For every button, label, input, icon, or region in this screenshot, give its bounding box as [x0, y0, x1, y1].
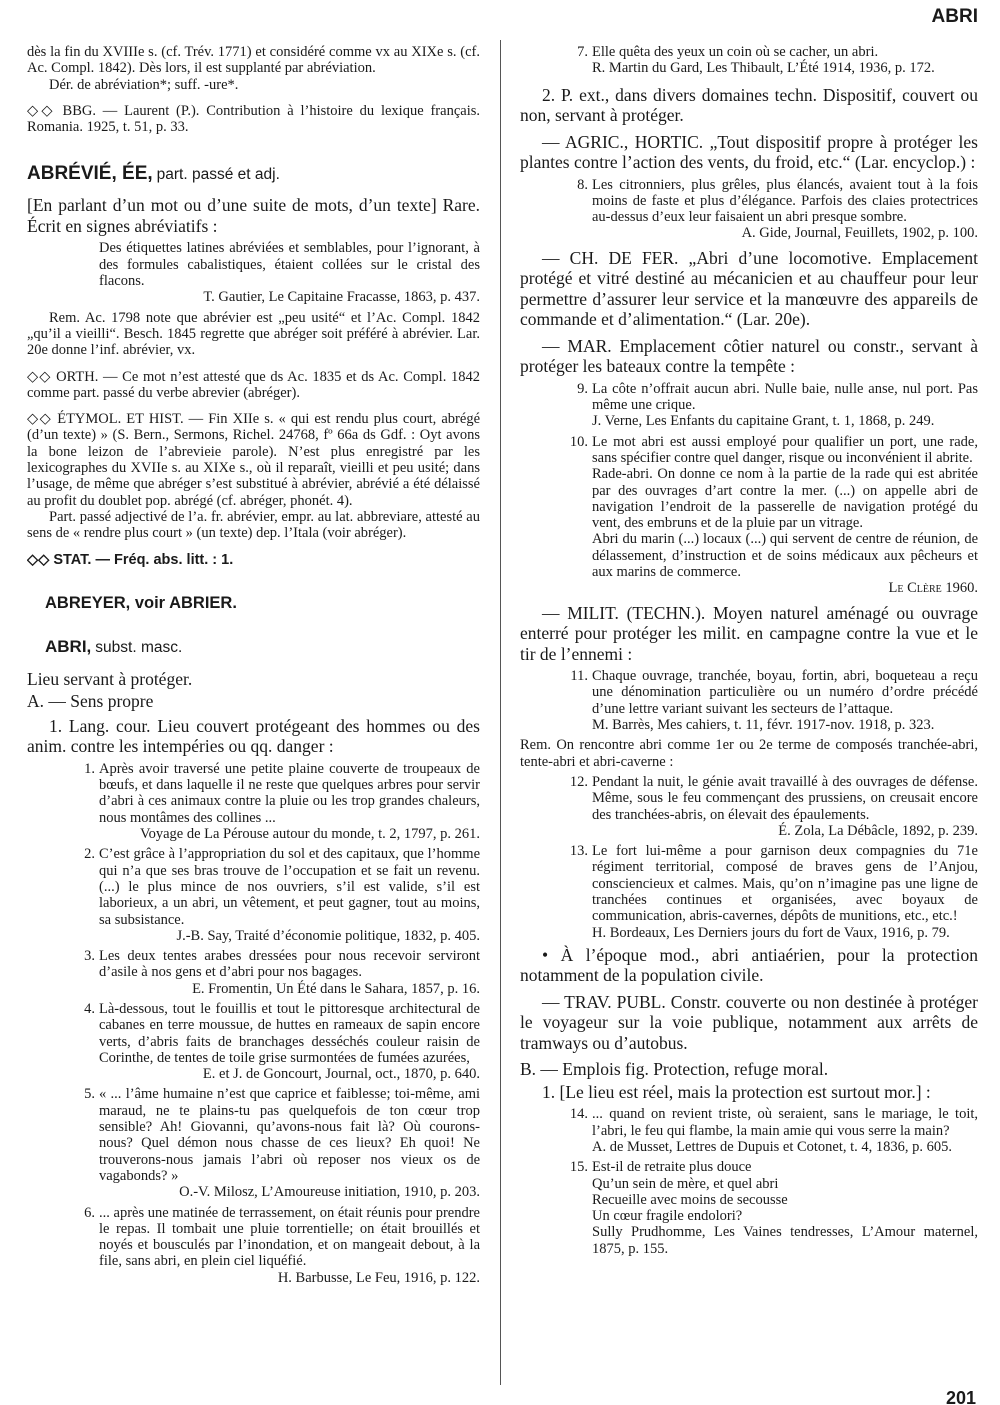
- quote-11: [570, 668, 978, 734]
- abri-section-a: A. — Sens propre: [27, 691, 154, 712]
- quote-12: [569, 773, 978, 839]
- column-rule: [500, 40, 501, 1385]
- headword-abri: ABRI,: [45, 636, 92, 656]
- quote-number: 4.: [84, 1000, 95, 1017]
- headword-abrevie: ABRÉVIÉ, ÉE,: [27, 163, 153, 185]
- quote-2: [84, 846, 480, 944]
- quote-14-source: A. de Musset, Lettres de Dupuis et Cotonet, t. 4, 1836, p. 605.: [592, 1138, 953, 1155]
- left-quotes: [27, 761, 480, 1286]
- quote-15-line: Recueille avec moins de secousse: [592, 1191, 788, 1208]
- quote-number: 8.: [577, 176, 588, 193]
- abrevie-rem: Rem. Ac. 1798 note que abrévier est „peu usité“ et l’Ac. Compl. 1842 „qu’il a vieilli“. Besch. 1845 regrette que abréger soit préféré à abrévier. Lar. 20e donne l’inf. abrévier, vx.: [27, 309, 480, 359]
- quote-source: E. et J. de Goncourt, Journal, oct., 1870, p. 640.: [202, 1066, 480, 1083]
- abrevie-etymology-2: Part. passé adjectivé de l’a. fr. abrévier, empr. au lat. abbreviare, attesté au sens de « rendre plus court » (un texte) dep. l’Itala (voir abréger).: [27, 508, 480, 542]
- abrevie-etymology: ◇◇ ÉTYMOL. ET HIST. — Fin XIIe s. « qui est rendu plus court, abrégé (d’un texte) » (S. Bern., Sermons, Richel. 24768, fº 66a ds Gdf. : Oyt avons la bone leizon de l’abrevieie parole). N’est plus enregistré par les lexicographes du XVIIe s. au XIXe s., où il reparaît, vieilli et peu usité; dans l’usage, de même que abréger s’est substitué à abrévier, abrévié a été délaissé au profit du doublet pop. abrégé (cf. abréger, phonét. 4).: [27, 411, 480, 509]
- left-p1: dès la fin du XVIIIe s. (cf. Trév. 1771) et considéré comme vx au XIXe s. (cf. Ac. Compl. 1842). Dès lors, il est supplanté par abréviation.: [27, 44, 480, 77]
- quote-9-text: La côte n’offrait aucun abri. Nulle baie, nulle anse, nul port. Pas même une crique.: [592, 380, 978, 414]
- quote-abrevie-text: Des étiquettes latines abréviées et semblables, pour l’ignorant, à des formules cabalistiques, étaient collées sur le cristal des flacons.: [99, 240, 480, 290]
- entry-abreyer: ABREYER, voir ABRIER.: [45, 593, 237, 612]
- abri-section-b: B. — Emplois fig. Protection, refuge moral.: [520, 1059, 829, 1080]
- quote-source: H. Barbusse, Le Feu, 1916, p. 122.: [277, 1269, 480, 1286]
- quote-13-source: H. Bordeaux, Les Derniers jours du fort de Vaux, 1916, p. 79.: [592, 924, 950, 941]
- quote-source: J.-B. Say, Traité d’économie politique, 1832, p. 405.: [176, 927, 480, 944]
- quote-15-line: Qu’un sein de mère, et quel abri: [592, 1175, 779, 1192]
- quote-number: 2.: [84, 846, 95, 863]
- quote-8-text: Les citronniers, plus grêles, plus élancés, avaient tout à la fois moins de faste et plus d’élégance. Parfois des claies protectrices au-dessus d’eux leur faisaient un abri presque sombre.: [592, 176, 978, 226]
- quote-text: Les deux tentes arabes dressées pour nous recevoir serviront d’asile à nos gens et d’abri pour nos bagages.: [99, 948, 480, 981]
- quote-8: [577, 176, 978, 242]
- abri-sense-1: 1. Lang. cour. Lieu couvert protégeant des hommes ou des anim. contre les intempéries ou qq. danger :: [27, 715, 480, 757]
- quote-5: [84, 1086, 480, 1201]
- quote-12-source: É. Zola, La Débâcle, 1892, p. 239.: [778, 822, 978, 839]
- quote-source: O.-V. Milosz, L’Amoureuse initiation, 1910, p. 203.: [179, 1184, 480, 1201]
- quote-4: [84, 1000, 480, 1083]
- abri-definition: Lieu servant à protéger.: [27, 668, 193, 689]
- quote-7: [577, 44, 978, 77]
- quote-14-text: ... quand on revient triste, où seraient, sans le mariage, le toit, l’abri, le feu qui flambe, la main amie qui vous serre la main?: [592, 1106, 978, 1139]
- quote-11-source: M. Barrès, Mes cahiers, t. 11, févr. 1917-nov. 1918, p. 323.: [592, 717, 935, 734]
- quote-10: [569, 433, 978, 597]
- quote-10-text-2: Rade-abri. On donne ce nom à la partie de la rade qui est abritée par des ouvrages d’art contre la mer. (...) on appelle abri de navigation l’endroit de la passerelle de navigation protégé du vent, des embruns et de la pluie par un vitrage.: [592, 466, 978, 532]
- quote-text: Après avoir traversé une petite plaine couverte de troupeaux de bœufs, et dans laquelle il ne reste que quelques arbres pour servir d’abri à ces animaux contre la pluie ou les trop grandes chaleurs, nous montâmes des collines ...: [99, 760, 480, 826]
- domain-agric: — AGRIC., HORTIC. „Tout dispositif propre à protéger les plantes contre l’action des vents, du froid, etc.“ (Lar. encyclop.) :: [520, 131, 978, 173]
- quote-number: 14.: [569, 1106, 588, 1123]
- quote-source: E. Fromentin, Un Été dans le Sahara, 1857, p. 16.: [192, 980, 480, 997]
- left-p2: Dér. de abréviation*; suff. -ure*.: [49, 76, 239, 93]
- quote-10-text: Le mot abri est aussi employé pour qualifier un port, une rade, sans spécifier contre quel danger, risque ou inconvénient il abrite.: [592, 433, 978, 466]
- entry-abri-heading: [27, 637, 480, 657]
- domain-milit: — MILIT. (TECHN.). Moyen naturel aménagé ou ouvrage enterré pour protéger les milit. en campagne contre la vue et le tir de l’ennemi :: [520, 602, 978, 664]
- quote-6: [84, 1204, 480, 1286]
- running-head: ABRI: [931, 6, 978, 27]
- abrevie-stat: ◇◇ STAT. — Fréq. abs. litt. : 1.: [27, 551, 234, 568]
- headword-abrevie-gram: part. passé et adj.: [156, 166, 280, 184]
- quote-number: 9.: [577, 380, 588, 397]
- quote-number: 10.: [569, 433, 588, 450]
- domain-trav-publ: — TRAV. PUBL. Constr. couverte ou non destinée à protéger le voyageur sur la voie publique, notamment aux arrêts de tramways ou d’autobus.: [520, 991, 978, 1053]
- quote-abrevie: [99, 240, 480, 305]
- quote-number: 15.: [569, 1159, 588, 1176]
- page-number: 201: [945, 1388, 976, 1405]
- quote-number: 6.: [84, 1204, 95, 1221]
- quote-number: 5.: [84, 1086, 95, 1103]
- quote-text: Là-dessous, tout le fouillis et tout le pittoresque architectural de cabanes en terre moussue, de huttes en rameaux de sapin encore verts, d’abris faits de branchages desséchés couleur raisin de Corinthe, de tentes de toile grise surmontées de fumées azurées,: [99, 1000, 480, 1066]
- domain-ch-de-fer: — CH. DE FER. „Abri d’une locomotive. Emplacement protégé et vitré destiné au mécanicien et au chauffeur pour leur permettre d’assurer leur service et la manœuvre des appareils de commande et d’alimentation.“ (Lar. 20e).: [520, 247, 978, 330]
- quote-14: [569, 1106, 978, 1155]
- entry-abrevie-heading: [27, 163, 480, 185]
- quote-number: 7.: [577, 44, 588, 60]
- quote-3: [84, 948, 480, 997]
- quote-9-source: J. Verne, Les Enfants du capitaine Grant, t. 1, 1868, p. 249.: [592, 413, 935, 430]
- quote-13: [569, 843, 978, 941]
- quote-12-text: Pendant la nuit, le génie avait travaillé à des ouvrages de défense. Même, sous le feu commençant des prussiens, on creusait encore des tranchées-abris, on élevait des épaulements.: [592, 773, 978, 823]
- domain-mar: — MAR. Emplacement côtier naturel ou constr., servant à protéger les bateaux contre la tempête :: [520, 335, 978, 377]
- quote-11-text: Chaque ouvrage, tranchée, boyau, fortin, abri, boqueteau a reçu une dénomination particulière ou un numéro d’ordre précédé d’une lettre variant suivant les secteurs de l’attaque.: [592, 668, 978, 717]
- abrevie-orth: ◇◇ ORTH. — Ce mot n’est attesté que ds Ac. 1835 et ds Ac. Compl. 1842 comme part. passé du verbe abrevier (abréger).: [27, 368, 480, 401]
- abri-sense-b1: 1. [Le lieu est réel, mais la protection est surtout mor.] :: [542, 1081, 931, 1102]
- quote-9: [577, 380, 978, 430]
- quote-7-text: Elle quêta des yeux un coin où se cacher, un abri.: [592, 44, 879, 60]
- quote-10-source: Le Clère 1960.: [888, 580, 978, 597]
- quote-1: [84, 760, 480, 843]
- quote-text: C’est grâce à l’appropriation du sol et des capitaux, que l’homme qui n’a que ses bras trouve de l’occupation et se fait un revenu. (...) le plus mince de nos ouvriers, s’il est valide, s’il est laborieux, a un abri, un vêtement, et peut gagner, tout au moins, sa subsistance.: [99, 846, 480, 928]
- abri-sense-2: 2. P. ext., dans divers domaines techn. Dispositif, couvert ou non, servant à protéger.: [520, 84, 978, 126]
- quote-10-text-3: Abri du marin (...) locaux (...) qui servent de centre de réunion, de délassement, d’instruction et de soins médicaux aux pêcheurs et aux marins de commerce.: [592, 531, 978, 581]
- bbg-section: ◇◇ BBG. — Laurent (P.). Contribution à l’histoire du lexique français. Romania. 1925, t. 51, p. 33.: [27, 102, 480, 136]
- quote-15-source: Sully Prudhomme, Les Vaines tendresses, L’Amour maternel, 1875, p. 155.: [592, 1224, 978, 1257]
- quote-number: 3.: [84, 948, 95, 965]
- quote-text: ... après une matinée de terrassement, on était réunis pour prendre le repas. Il tombait une pluie torrentielle; on était brouillés et noyés et bousculés par l’inondation, et on mangeait debout, à la file, sans abri, en plein ciel liquéfié.: [99, 1204, 480, 1270]
- quote-number: 13.: [569, 843, 588, 860]
- quote-13-text: Le fort lui-même a pour garnison deux compagnies du 71e régiment territorial, composé de braves gens de l’Anjou, consciencieux et calmes. Mais, qu’on n’imagine pas une ligne de tranchées continues et organisées, avec boyaux de communication, abris-cavernes, dépôts de munitions, etc., etc.!: [592, 843, 978, 925]
- milit-rem: Rem. On rencontre abri comme 1er ou 2e terme de composés tranchée-abri, tente-abri et abri-caverne :: [520, 737, 978, 770]
- quote-abrevie-source: T. Gautier, Le Capitaine Fracasse, 1863, p. 437.: [203, 289, 480, 306]
- quote-number: 1.: [84, 760, 95, 777]
- right-column: [520, 44, 978, 1389]
- left-column: [27, 44, 480, 1389]
- quote-7-source: R. Martin du Gard, Les Thibault, L’Été 1914, 1936, p. 172.: [592, 60, 935, 77]
- quote-8-source: A. Gide, Journal, Feuillets, 1902, p. 100.: [741, 225, 978, 242]
- quote-15-line: Est-il de retraite plus douce: [592, 1159, 752, 1176]
- quote-number: 11.: [570, 668, 588, 685]
- quote-number: 12.: [569, 773, 588, 790]
- abrevie-definition: [En parlant d’un mot ou d’une suite de mots, d’un texte] Rare. Écrit en signes abréviatifs :: [27, 195, 480, 236]
- quote-source: Voyage de La Pérouse autour du monde, t. 2, 1797, p. 261.: [139, 826, 480, 843]
- abri-antiaerien: • À l’époque mod., abri antiaérien, pour la protection notamment de la population civile.: [520, 944, 978, 986]
- quote-text: « ... l’âme humaine n’est que caprice et faiblesse; toi-même, ami maraud, ne te plains-tu pas quelquefois de ton cœur trop sensible? Ah! Giovanni, qu’avons-nous fait là? Où courons-nous? Quel démon nous chasse de ces lieux? Eh quoi! Ne trouverons-nous jamais l’abri où reposer nos vieux os de vagabonds? »: [99, 1086, 480, 1184]
- quote-15-line: Un cœur fragile endolori?: [592, 1208, 743, 1225]
- headword-abri-gram: subst. masc.: [95, 638, 183, 656]
- quote-15: [569, 1159, 978, 1257]
